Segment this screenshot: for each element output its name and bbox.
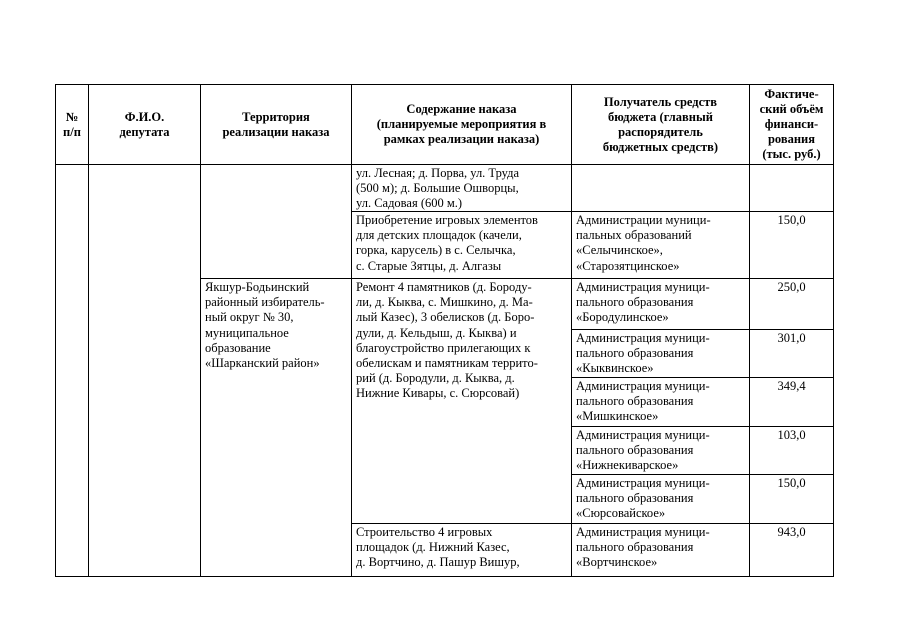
monument-recipient-4: Администрация муници- пального образования «Сюрсовайское»	[576, 476, 710, 521]
monument-amount-4: 150,0	[777, 476, 806, 490]
header-num: № п/п	[63, 109, 81, 139]
monument-recipient-1: Администрация муници- пального образования «Кыквинское»	[576, 331, 710, 376]
territory-cell: Якшур-Бодьинский районный избиратель- ный округ № 30, муниципальное образование «Шарканский район»	[205, 280, 325, 371]
monument-amount-2: 349,4	[777, 379, 806, 393]
amount-cell-1: 150,0	[777, 213, 806, 227]
header-recipient: Получатель средств бюджета (главный распорядитель бюджетных средств)	[602, 94, 719, 154]
playground-recipient: Администрация муници- пального образования «Вортчинское»	[576, 525, 710, 570]
table-bottom-border	[55, 576, 834, 577]
content-cell-2: Ремонт 4 памятников (д. Бороду- ли, д. Кыква, с. Мишкино, д. Ма- лый Казес), 3 обелисков (д. Боро- дули, д. Кельдыш, д. Кыква) и благоустройство прилегающих к обелискам и памятникам террито- рий (д. Бородули, д. Кыква, д. Нижние Кивары, с. Сюрсовай)	[356, 280, 538, 401]
monument-amount-3: 103,0	[777, 428, 806, 442]
monument-amount-1: 301,0	[777, 331, 806, 345]
content-cell-3: Строительство 4 игровых площадок (д. Нижний Казес, д. Вортчино, д. Пашур Вишур,	[356, 525, 520, 570]
col-border-6	[833, 84, 834, 577]
content-cell-1: Приобретение игровых элементов для детских площадок (качели, горка, карусель) в с. Селычка, с. Старые Зятцы, д. Алгазы	[356, 213, 538, 273]
recipient-cell-0	[572, 165, 749, 167]
monument-recipient-3: Администрация муници- пального образования «Нижнекиварское»	[576, 428, 710, 473]
header-content: Содержание наказа (планируемые мероприятия в рамках реализации наказа)	[376, 102, 547, 146]
playground-amount: 943,0	[777, 525, 806, 539]
monument-amount-0: 250,0	[777, 280, 806, 294]
header-fio: Ф.И.О. депутата	[119, 109, 170, 139]
header-territory: Территория реализации наказа	[222, 109, 330, 139]
recipient-cell-1: Администрации муници- пальных образований «Селычинское», «Старозятцинское»	[576, 213, 711, 273]
header-amount: Фактиче- ский объём финанси- рования (тыс. руб.)	[759, 87, 824, 161]
amount-cell-0	[750, 165, 833, 167]
monument-recipient-2: Администрация муници- пального образования «Мишкинское»	[576, 379, 710, 424]
monument-recipient-0: Администрация муници- пального образования «Бородулинское»	[576, 280, 710, 325]
content-cell-0: ул. Лесная; д. Порва, ул. Труда (500 м); д. Большие Ошворцы, ул. Садовая (600 м.)	[356, 166, 520, 211]
